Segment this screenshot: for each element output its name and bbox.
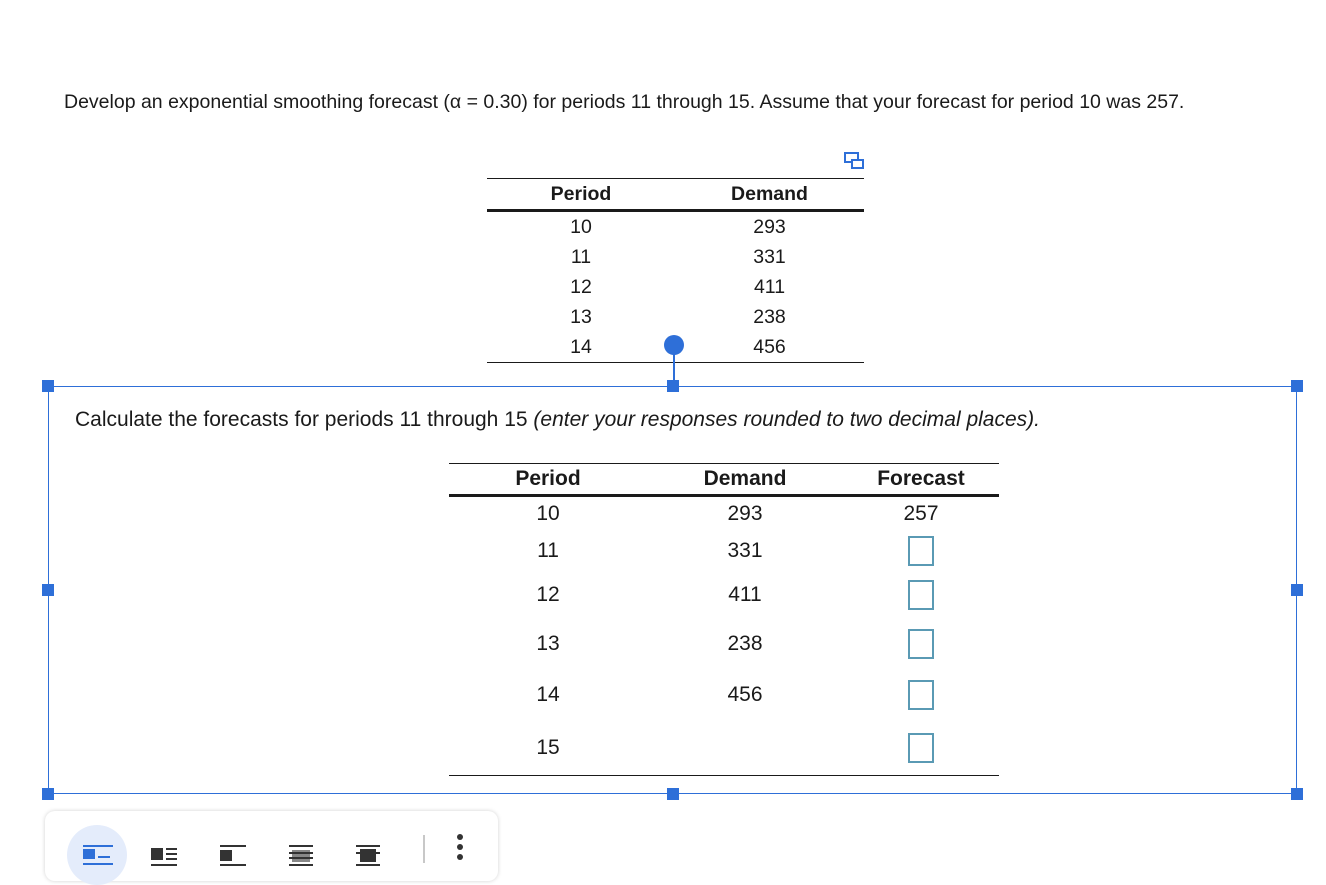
demand-cell: 456	[675, 332, 864, 363]
image-options-toolbar	[45, 811, 498, 881]
demand-cell: 238	[727, 632, 763, 655]
demand-cell: 238	[753, 306, 786, 328]
table-row	[449, 619, 999, 670]
table-row	[449, 670, 999, 721]
period-cell: 14	[536, 683, 560, 706]
period-cell: 13	[570, 306, 592, 328]
table-row	[487, 272, 864, 302]
resize-handle-middle-right[interactable]	[1291, 584, 1303, 596]
forecast-input-period-12[interactable]	[908, 580, 934, 610]
break-text-icon	[218, 845, 248, 867]
forecast-cell	[843, 721, 999, 776]
forecast-cell	[843, 619, 999, 670]
demand-cell	[647, 721, 843, 776]
header-demand: Demand	[647, 464, 843, 496]
wrap-text-button[interactable]	[133, 825, 193, 885]
table-row	[449, 721, 999, 776]
header-period: Period	[487, 179, 675, 211]
table-row	[487, 211, 864, 243]
toolbar-divider	[423, 835, 425, 863]
demand-cell: 411	[728, 582, 762, 606]
period-cell: 13	[536, 632, 560, 655]
in-front-of-text-button[interactable]	[337, 825, 397, 885]
table-row	[487, 242, 864, 272]
period-cell: 11	[537, 539, 559, 562]
forecast-input-period-14[interactable]	[908, 680, 934, 710]
resize-handle-bottom-right[interactable]	[1291, 788, 1303, 800]
behind-text-button[interactable]	[270, 825, 330, 885]
question-text: Calculate the forecasts for periods 11 through 15	[75, 408, 534, 431]
resize-handle-bottom-center[interactable]	[667, 788, 679, 800]
question-prompt	[75, 405, 1275, 435]
header-period: Period	[449, 464, 647, 496]
forecast-input-period-13[interactable]	[908, 629, 934, 659]
more-options-button[interactable]	[445, 825, 475, 875]
wrap-text-icon	[149, 845, 179, 867]
problem-statement: Develop an exponential smoothing forecast (α = 0.30) for periods 11 through 15. Assume that your forecast for period 10 was 257.	[64, 91, 1185, 113]
question-hint: (enter your responses rounded to two decimal places).	[533, 408, 1040, 431]
rotate-handle[interactable]	[664, 335, 684, 355]
forecast-input-period-15[interactable]	[908, 733, 934, 763]
resize-handle-middle-left[interactable]	[42, 584, 54, 596]
table-row	[487, 302, 864, 332]
period-cell: 11	[570, 246, 592, 268]
resize-handle-top-left[interactable]	[42, 380, 54, 392]
table-row	[449, 571, 999, 619]
demand-cell: 293	[753, 216, 786, 238]
period-cell: 14	[487, 332, 675, 363]
wrap-inline-icon	[83, 845, 113, 867]
break-text-button[interactable]	[202, 825, 262, 885]
period-cell: 12	[536, 582, 560, 606]
demand-cell: 293	[727, 502, 763, 526]
resize-handle-top-right[interactable]	[1291, 380, 1303, 392]
table-row	[449, 496, 999, 532]
demand-cell: 331	[753, 246, 786, 268]
forecast-answer-table	[449, 463, 999, 776]
more-options-icon	[445, 825, 475, 865]
wrap-inline-button[interactable]	[67, 825, 127, 885]
period-cell: 15	[449, 721, 647, 776]
demand-cell: 456	[727, 683, 763, 706]
header-forecast: Forecast	[843, 464, 999, 496]
forecast-cell	[843, 670, 999, 721]
period-cell: 10	[570, 216, 592, 238]
demand-cell: 331	[727, 539, 763, 562]
period-cell: 10	[536, 502, 560, 526]
forecast-input-period-11[interactable]	[908, 536, 934, 566]
copy-table-icon[interactable]	[843, 150, 867, 172]
table-row	[449, 532, 999, 571]
demand-cell: 411	[753, 276, 786, 298]
resize-handle-bottom-left[interactable]	[42, 788, 54, 800]
forecast-cell: 257	[903, 502, 939, 526]
forecast-cell	[843, 532, 999, 571]
in-front-of-text-icon	[353, 845, 383, 867]
behind-text-icon	[286, 845, 316, 867]
forecast-cell	[843, 571, 999, 619]
header-demand: Demand	[675, 179, 864, 211]
period-cell: 12	[570, 276, 592, 298]
resize-handle-top-center[interactable]	[667, 380, 679, 392]
